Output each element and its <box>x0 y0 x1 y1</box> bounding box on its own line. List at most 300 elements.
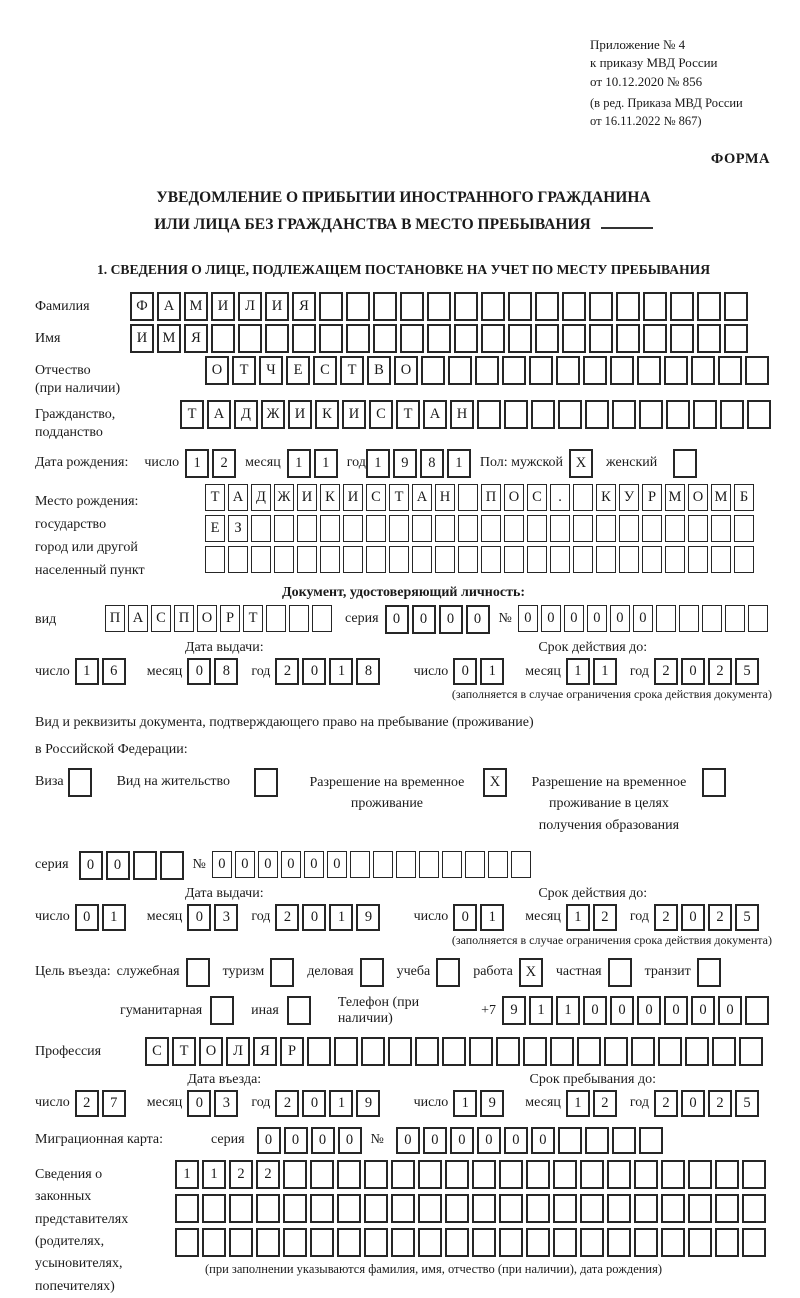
char-cell[interactable]: 1 <box>329 1090 353 1117</box>
char-cell[interactable] <box>229 1194 253 1223</box>
char-cell[interactable] <box>238 324 262 353</box>
char-cell[interactable]: 1 <box>102 904 126 931</box>
char-cell[interactable] <box>634 1160 658 1189</box>
char-cell[interactable] <box>589 324 613 353</box>
char-cell[interactable]: 1 <box>566 904 590 931</box>
char-cell[interactable] <box>391 1160 415 1189</box>
char-cell[interactable]: С <box>151 605 171 632</box>
char-cell[interactable] <box>320 546 340 573</box>
char-cell[interactable] <box>364 1194 388 1223</box>
char-cell[interactable] <box>337 1228 361 1257</box>
char-cell[interactable]: М <box>184 292 208 321</box>
char-cell[interactable] <box>445 1228 469 1257</box>
char-cell[interactable] <box>283 1194 307 1223</box>
char-cell[interactable]: С <box>369 400 393 429</box>
char-cell[interactable]: 1 <box>447 449 471 478</box>
char-cell[interactable]: 0 <box>637 996 661 1025</box>
char-cell[interactable]: 1 <box>480 658 504 685</box>
char-cell[interactable]: Т <box>389 484 409 511</box>
char-cell[interactable] <box>562 292 586 321</box>
char-cell[interactable] <box>558 400 582 429</box>
char-cell[interactable] <box>697 324 721 353</box>
char-cell[interactable] <box>391 1228 415 1257</box>
char-cell[interactable] <box>661 1194 685 1223</box>
char-cell[interactable]: К <box>315 400 339 429</box>
char-cell[interactable] <box>642 515 662 542</box>
char-cell[interactable] <box>658 1037 682 1066</box>
char-cell[interactable]: 1 <box>185 449 209 478</box>
char-cell[interactable]: О <box>394 356 418 385</box>
char-cell[interactable] <box>364 1160 388 1189</box>
char-cell[interactable] <box>715 1160 739 1189</box>
char-cell[interactable]: 2 <box>708 904 732 931</box>
char-cell[interactable] <box>251 515 271 542</box>
char-cell[interactable]: А <box>157 292 181 321</box>
char-cell[interactable]: К <box>320 484 340 511</box>
char-cell[interactable] <box>573 484 593 511</box>
char-cell[interactable]: 0 <box>681 658 705 685</box>
char-cell[interactable]: Д <box>234 400 258 429</box>
char-cell[interactable] <box>458 484 478 511</box>
char-cell[interactable]: С <box>145 1037 169 1066</box>
char-cell[interactable]: И <box>211 292 235 321</box>
char-cell[interactable]: 1 <box>75 658 99 685</box>
char-cell[interactable] <box>607 1160 631 1189</box>
char-cell[interactable]: 0 <box>564 605 584 632</box>
char-cell[interactable]: 0 <box>396 1127 420 1154</box>
char-cell[interactable] <box>720 400 744 429</box>
char-cell[interactable]: 5 <box>735 658 759 685</box>
char-cell[interactable] <box>724 324 748 353</box>
char-cell[interactable] <box>573 546 593 573</box>
char-cell[interactable] <box>531 400 555 429</box>
char-cell[interactable]: Ч <box>259 356 283 385</box>
char-cell[interactable]: 0 <box>235 851 255 878</box>
char-cell[interactable] <box>319 324 343 353</box>
char-cell[interactable] <box>634 1194 658 1223</box>
char-cell[interactable] <box>745 996 769 1025</box>
char-cell[interactable]: И <box>297 484 317 511</box>
char-cell[interactable] <box>643 292 667 321</box>
char-cell[interactable]: 0 <box>439 605 463 634</box>
char-cell[interactable] <box>670 324 694 353</box>
char-cell[interactable]: Т <box>340 356 364 385</box>
char-cell[interactable] <box>389 515 409 542</box>
char-cell[interactable] <box>488 851 508 878</box>
char-cell[interactable] <box>670 292 694 321</box>
char-cell[interactable]: 1 <box>566 658 590 685</box>
char-cell[interactable] <box>712 1037 736 1066</box>
char-cell[interactable] <box>202 1228 226 1257</box>
char-cell[interactable] <box>580 1194 604 1223</box>
char-cell[interactable]: С <box>527 484 547 511</box>
char-cell[interactable] <box>529 356 553 385</box>
char-cell[interactable] <box>448 356 472 385</box>
char-cell[interactable] <box>297 515 317 542</box>
char-cell[interactable]: Р <box>280 1037 304 1066</box>
char-cell[interactable]: О <box>504 484 524 511</box>
char-cell[interactable] <box>527 546 547 573</box>
char-cell[interactable]: 0 <box>633 605 653 632</box>
char-cell[interactable] <box>688 1160 712 1189</box>
char-cell[interactable]: 9 <box>356 1090 380 1117</box>
char-cell[interactable] <box>454 292 478 321</box>
char-cell[interactable]: 2 <box>212 449 236 478</box>
char-cell[interactable] <box>418 1194 442 1223</box>
char-cell[interactable] <box>739 1037 763 1066</box>
char-cell[interactable]: . <box>550 484 570 511</box>
char-cell[interactable] <box>445 1160 469 1189</box>
char-cell[interactable]: З <box>228 515 248 542</box>
char-cell[interactable]: 2 <box>708 658 732 685</box>
char-cell[interactable] <box>585 400 609 429</box>
char-cell[interactable] <box>418 1228 442 1257</box>
char-cell[interactable]: О <box>197 605 217 632</box>
char-cell[interactable]: 2 <box>75 1090 99 1117</box>
char-cell[interactable] <box>508 324 532 353</box>
char-cell[interactable] <box>472 1194 496 1223</box>
char-cell[interactable] <box>742 1160 766 1189</box>
char-cell[interactable] <box>254 768 278 797</box>
char-cell[interactable] <box>472 1160 496 1189</box>
char-cell[interactable] <box>320 515 340 542</box>
char-cell[interactable]: 5 <box>735 904 759 931</box>
char-cell[interactable] <box>585 1127 609 1154</box>
char-cell[interactable]: 1 <box>453 1090 477 1117</box>
char-cell[interactable] <box>688 1194 712 1223</box>
char-cell[interactable]: Т <box>180 400 204 429</box>
char-cell[interactable] <box>274 546 294 573</box>
char-cell[interactable] <box>205 546 225 573</box>
char-cell[interactable]: Б <box>734 484 754 511</box>
char-cell[interactable]: Н <box>435 484 455 511</box>
char-cell[interactable] <box>496 1037 520 1066</box>
char-cell[interactable]: Ж <box>261 400 285 429</box>
char-cell[interactable]: 9 <box>356 904 380 931</box>
char-cell[interactable] <box>608 958 632 987</box>
char-cell[interactable]: 0 <box>412 605 436 634</box>
char-cell[interactable]: Ж <box>274 484 294 511</box>
char-cell[interactable] <box>265 324 289 353</box>
char-cell[interactable]: 0 <box>453 904 477 931</box>
char-cell[interactable]: 0 <box>681 904 705 931</box>
char-cell[interactable] <box>481 546 501 573</box>
char-cell[interactable] <box>472 1228 496 1257</box>
char-cell[interactable] <box>435 515 455 542</box>
char-cell[interactable] <box>175 1194 199 1223</box>
char-cell[interactable]: 0 <box>257 1127 281 1154</box>
char-cell[interactable]: Т <box>396 400 420 429</box>
char-cell[interactable] <box>550 546 570 573</box>
char-cell[interactable]: О <box>199 1037 223 1066</box>
char-cell[interactable] <box>697 958 721 987</box>
char-cell[interactable]: К <box>596 484 616 511</box>
char-cell[interactable] <box>535 324 559 353</box>
char-cell[interactable] <box>297 546 317 573</box>
char-cell[interactable] <box>458 546 478 573</box>
char-cell[interactable]: X <box>519 958 543 987</box>
char-cell[interactable]: У <box>619 484 639 511</box>
char-cell[interactable]: 2 <box>593 904 617 931</box>
char-cell[interactable] <box>607 1194 631 1223</box>
char-cell[interactable] <box>346 292 370 321</box>
char-cell[interactable] <box>442 1037 466 1066</box>
char-cell[interactable]: О <box>205 356 229 385</box>
char-cell[interactable] <box>502 356 526 385</box>
char-cell[interactable]: 0 <box>477 1127 501 1154</box>
char-cell[interactable]: Я <box>292 292 316 321</box>
char-cell[interactable] <box>310 1160 334 1189</box>
char-cell[interactable] <box>396 851 416 878</box>
char-cell[interactable] <box>68 768 92 797</box>
char-cell[interactable] <box>734 515 754 542</box>
char-cell[interactable]: Т <box>243 605 263 632</box>
char-cell[interactable]: А <box>207 400 231 429</box>
char-cell[interactable] <box>504 515 524 542</box>
char-cell[interactable] <box>373 324 397 353</box>
char-cell[interactable]: Р <box>220 605 240 632</box>
char-cell[interactable]: 0 <box>212 851 232 878</box>
char-cell[interactable] <box>642 546 662 573</box>
char-cell[interactable] <box>418 1160 442 1189</box>
char-cell[interactable] <box>504 400 528 429</box>
char-cell[interactable] <box>562 324 586 353</box>
char-cell[interactable] <box>535 292 559 321</box>
char-cell[interactable]: 0 <box>187 658 211 685</box>
char-cell[interactable] <box>688 546 708 573</box>
char-cell[interactable] <box>724 292 748 321</box>
char-cell[interactable] <box>481 515 501 542</box>
char-cell[interactable] <box>283 1160 307 1189</box>
char-cell[interactable] <box>337 1160 361 1189</box>
char-cell[interactable] <box>270 958 294 987</box>
char-cell[interactable] <box>175 1228 199 1257</box>
char-cell[interactable] <box>312 605 332 632</box>
char-cell[interactable]: 0 <box>304 851 324 878</box>
char-cell[interactable]: М <box>157 324 181 353</box>
char-cell[interactable]: 0 <box>504 1127 528 1154</box>
char-cell[interactable]: 0 <box>75 904 99 931</box>
char-cell[interactable] <box>679 605 699 632</box>
char-cell[interactable]: 0 <box>518 605 538 632</box>
char-cell[interactable]: Р <box>642 484 662 511</box>
char-cell[interactable] <box>346 324 370 353</box>
char-cell[interactable] <box>734 546 754 573</box>
char-cell[interactable]: 1 <box>556 996 580 1025</box>
char-cell[interactable] <box>612 400 636 429</box>
char-cell[interactable] <box>634 1228 658 1257</box>
char-cell[interactable]: 0 <box>541 605 561 632</box>
char-cell[interactable] <box>550 515 570 542</box>
char-cell[interactable] <box>553 1160 577 1189</box>
char-cell[interactable]: 0 <box>187 1090 211 1117</box>
char-cell[interactable] <box>427 292 451 321</box>
char-cell[interactable]: П <box>481 484 501 511</box>
char-cell[interactable] <box>607 1228 631 1257</box>
char-cell[interactable]: Л <box>226 1037 250 1066</box>
char-cell[interactable]: 7 <box>102 1090 126 1117</box>
char-cell[interactable]: 9 <box>480 1090 504 1117</box>
char-cell[interactable] <box>412 515 432 542</box>
char-cell[interactable]: 0 <box>79 851 103 880</box>
char-cell[interactable]: X <box>569 449 593 478</box>
char-cell[interactable] <box>508 292 532 321</box>
char-cell[interactable]: 1 <box>529 996 553 1025</box>
char-cell[interactable] <box>400 324 424 353</box>
char-cell[interactable]: 6 <box>102 658 126 685</box>
char-cell[interactable] <box>527 515 547 542</box>
char-cell[interactable] <box>419 851 439 878</box>
char-cell[interactable]: Л <box>238 292 262 321</box>
char-cell[interactable] <box>612 1127 636 1154</box>
char-cell[interactable] <box>251 546 271 573</box>
char-cell[interactable] <box>688 1228 712 1257</box>
char-cell[interactable]: А <box>228 484 248 511</box>
char-cell[interactable] <box>412 546 432 573</box>
char-cell[interactable] <box>256 1194 280 1223</box>
char-cell[interactable] <box>685 1037 709 1066</box>
char-cell[interactable]: 2 <box>708 1090 732 1117</box>
char-cell[interactable]: 2 <box>256 1160 280 1189</box>
char-cell[interactable]: 0 <box>450 1127 474 1154</box>
char-cell[interactable] <box>656 605 676 632</box>
char-cell[interactable] <box>589 292 613 321</box>
char-cell[interactable] <box>526 1160 550 1189</box>
char-cell[interactable] <box>133 851 157 880</box>
char-cell[interactable]: 1 <box>566 1090 590 1117</box>
char-cell[interactable]: 1 <box>329 904 353 931</box>
char-cell[interactable] <box>504 546 524 573</box>
char-cell[interactable] <box>711 546 731 573</box>
char-cell[interactable]: Е <box>286 356 310 385</box>
char-cell[interactable]: 1 <box>175 1160 199 1189</box>
char-cell[interactable] <box>287 996 311 1025</box>
char-cell[interactable]: 0 <box>187 904 211 931</box>
char-cell[interactable]: 9 <box>502 996 526 1025</box>
char-cell[interactable]: Д <box>251 484 271 511</box>
char-cell[interactable]: 0 <box>466 605 490 634</box>
char-cell[interactable] <box>343 515 363 542</box>
char-cell[interactable]: 1 <box>593 658 617 685</box>
char-cell[interactable] <box>691 356 715 385</box>
char-cell[interactable] <box>665 515 685 542</box>
char-cell[interactable] <box>637 356 661 385</box>
char-cell[interactable]: А <box>128 605 148 632</box>
char-cell[interactable]: Е <box>205 515 225 542</box>
char-cell[interactable]: М <box>711 484 731 511</box>
char-cell[interactable]: 0 <box>284 1127 308 1154</box>
char-cell[interactable] <box>747 400 771 429</box>
char-cell[interactable]: Т <box>232 356 256 385</box>
char-cell[interactable] <box>619 515 639 542</box>
char-cell[interactable] <box>274 515 294 542</box>
char-cell[interactable] <box>477 400 501 429</box>
char-cell[interactable]: А <box>412 484 432 511</box>
char-cell[interactable] <box>616 324 640 353</box>
char-cell[interactable] <box>665 546 685 573</box>
char-cell[interactable] <box>583 356 607 385</box>
char-cell[interactable] <box>360 958 384 987</box>
char-cell[interactable] <box>619 546 639 573</box>
char-cell[interactable] <box>666 400 690 429</box>
char-cell[interactable] <box>283 1228 307 1257</box>
char-cell[interactable] <box>229 1228 253 1257</box>
char-cell[interactable] <box>715 1194 739 1223</box>
char-cell[interactable] <box>436 958 460 987</box>
char-cell[interactable] <box>350 851 370 878</box>
char-cell[interactable] <box>364 1228 388 1257</box>
char-cell[interactable] <box>499 1228 523 1257</box>
char-cell[interactable]: 0 <box>106 851 130 880</box>
char-cell[interactable] <box>511 851 531 878</box>
char-cell[interactable]: 8 <box>356 658 380 685</box>
char-cell[interactable] <box>343 546 363 573</box>
char-cell[interactable] <box>310 1228 334 1257</box>
char-cell[interactable] <box>550 1037 574 1066</box>
char-cell[interactable]: 8 <box>420 449 444 478</box>
char-cell[interactable] <box>160 851 184 880</box>
char-cell[interactable]: 1 <box>480 904 504 931</box>
char-cell[interactable]: 0 <box>610 605 630 632</box>
char-cell[interactable] <box>553 1194 577 1223</box>
char-cell[interactable]: 0 <box>302 1090 326 1117</box>
char-cell[interactable] <box>481 324 505 353</box>
char-cell[interactable] <box>475 356 499 385</box>
char-cell[interactable]: 0 <box>327 851 347 878</box>
char-cell[interactable] <box>256 1228 280 1257</box>
char-cell[interactable]: 0 <box>453 658 477 685</box>
char-cell[interactable]: 2 <box>654 658 678 685</box>
char-cell[interactable] <box>604 1037 628 1066</box>
char-cell[interactable] <box>388 1037 412 1066</box>
char-cell[interactable] <box>661 1160 685 1189</box>
char-cell[interactable]: 0 <box>311 1127 335 1154</box>
char-cell[interactable] <box>465 851 485 878</box>
char-cell[interactable] <box>210 996 234 1025</box>
char-cell[interactable] <box>523 1037 547 1066</box>
char-cell[interactable] <box>400 292 424 321</box>
char-cell[interactable] <box>702 768 726 797</box>
char-cell[interactable] <box>558 1127 582 1154</box>
char-cell[interactable] <box>499 1194 523 1223</box>
char-cell[interactable] <box>596 546 616 573</box>
char-cell[interactable] <box>427 324 451 353</box>
char-cell[interactable] <box>715 1228 739 1257</box>
char-cell[interactable] <box>631 1037 655 1066</box>
char-cell[interactable]: 2 <box>275 658 299 685</box>
char-cell[interactable] <box>469 1037 493 1066</box>
char-cell[interactable] <box>266 605 286 632</box>
char-cell[interactable] <box>389 546 409 573</box>
char-cell[interactable] <box>442 851 462 878</box>
char-cell[interactable] <box>664 356 688 385</box>
char-cell[interactable] <box>319 292 343 321</box>
char-cell[interactable] <box>596 515 616 542</box>
char-cell[interactable]: 3 <box>214 904 238 931</box>
char-cell[interactable] <box>499 1160 523 1189</box>
char-cell[interactable]: Я <box>184 324 208 353</box>
char-cell[interactable]: 1 <box>329 658 353 685</box>
char-cell[interactable]: 2 <box>654 904 678 931</box>
char-cell[interactable]: 3 <box>214 1090 238 1117</box>
char-cell[interactable] <box>580 1160 604 1189</box>
char-cell[interactable] <box>228 546 248 573</box>
char-cell[interactable]: С <box>366 484 386 511</box>
char-cell[interactable]: 0 <box>583 996 607 1025</box>
char-cell[interactable]: 0 <box>610 996 634 1025</box>
char-cell[interactable]: 1 <box>314 449 338 478</box>
char-cell[interactable]: 1 <box>287 449 311 478</box>
